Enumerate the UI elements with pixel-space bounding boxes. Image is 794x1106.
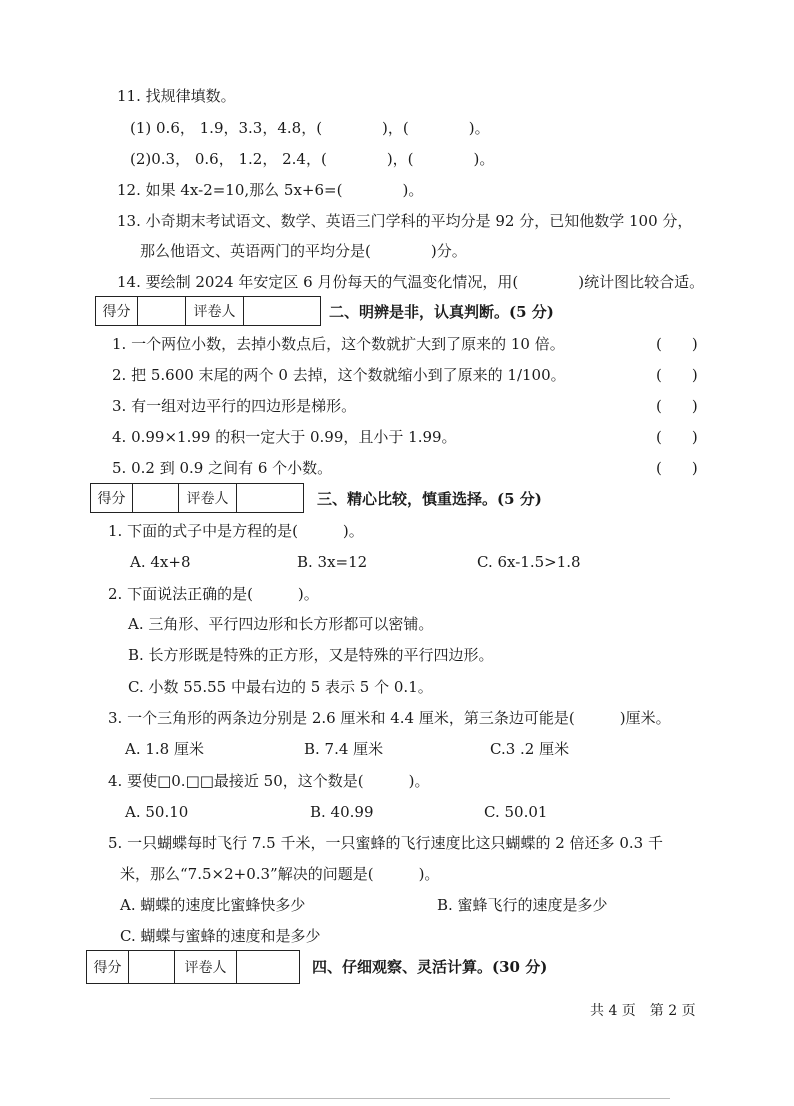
choice-q2-stem: 2. 下面说法正确的是( )。	[108, 585, 319, 603]
grader-label: 评卷人	[175, 951, 237, 983]
choice-q5-b: B. 蜜蜂飞行的速度是多少	[437, 896, 608, 914]
choice-q3-a: A. 1.8 厘米	[125, 740, 204, 758]
score-label: 得分	[87, 951, 129, 983]
score-box-section2	[95, 296, 321, 326]
judge-item-4: 4. 0.99×1.99 的积一定大于 0.99，且小于 1.99。	[112, 428, 457, 446]
q12: 12. 如果 4x-2=10,那么 5x+6=( )。	[117, 181, 424, 199]
choice-q1-b: B. 3x=12	[297, 553, 368, 571]
score-box-section3	[90, 483, 304, 513]
q13-line1: 13. 小奇期末考试语文、数学、英语三门学科的平均分是 92 分，已知他数学 100 分，	[117, 212, 693, 230]
judge-answer-5: ( )	[656, 459, 698, 477]
judge-answer-3: ( )	[656, 397, 698, 415]
score-label: 得分	[91, 484, 133, 512]
choice-q1-c: C. 6x-1.5>1.8	[477, 553, 581, 571]
judge-item-5: 5. 0.2 到 0.9 之间有 6 个小数。	[112, 459, 333, 477]
q11-sub2: (2)0.3， 0.6， 1.2， 2.4，( )，( )。	[130, 150, 495, 168]
choice-q4-b: B. 40.99	[310, 803, 374, 821]
grader-label: 评卷人	[179, 484, 237, 512]
judge-item-3: 3. 有一组对边平行的四边形是梯形。	[112, 397, 357, 415]
bottom-scan-edge	[150, 1098, 670, 1099]
choice-q4-a: A. 50.10	[125, 803, 189, 821]
choice-q5-c: C. 蝴蝶与蜜蜂的速度和是多少	[120, 927, 321, 945]
choice-q4-stem: 4. 要使□0.□□最接近 50，这个数是( )。	[108, 772, 430, 790]
judge-answer-1: ( )	[656, 335, 698, 353]
choice-q2-b: B. 长方形既是特殊的正方形，又是特殊的平行四边形。	[128, 646, 494, 664]
choice-q3-b: B. 7.4 厘米	[304, 740, 384, 758]
grader-blank	[237, 484, 303, 512]
q13-line2: 那么他语文、英语两门的平均分是( )分。	[140, 242, 467, 260]
choice-q1-a: A. 4x+8	[130, 553, 191, 571]
score-box-section4	[86, 950, 300, 984]
judge-answer-4: ( )	[656, 428, 698, 446]
choice-q3-stem: 3. 一个三角形的两条边分别是 2.6 厘米和 4.4 厘米，第三条边可能是( )厘米。	[108, 709, 671, 727]
score-blank	[133, 484, 179, 512]
choice-q4-c: C. 50.01	[484, 803, 548, 821]
grader-blank	[244, 297, 320, 325]
section3-title: 三、精心比较，慎重选择。(5 分)	[317, 490, 542, 508]
score-blank	[138, 297, 186, 325]
q14: 14. 要绘制 2024 年安定区 6 月份每天的气温变化情况，用( )统计图比较合适。	[117, 273, 705, 291]
score-blank	[129, 951, 175, 983]
grader-blank	[237, 951, 299, 983]
grader-label: 评卷人	[186, 297, 244, 325]
choice-q2-c: C. 小数 55.55 中最右边的 5 表示 5 个 0.1。	[128, 678, 433, 696]
choice-q2-a: A. 三角形、平行四边形和长方形都可以密铺。	[128, 615, 434, 633]
judge-answer-2: ( )	[656, 366, 698, 384]
score-label: 得分	[96, 297, 138, 325]
q11-stem: 11. 找规律填数。	[117, 87, 236, 105]
choice-q5-line1: 5. 一只蝴蝶每时飞行 7.5 千米，一只蜜蜂的飞行速度比这只蝴蝶的 2 倍还多 0.3 千	[108, 834, 663, 852]
choice-q1-stem: 1. 下面的式子中是方程的是( )。	[108, 522, 364, 540]
judge-item-1: 1. 一个两位小数，去掉小数点后，这个数就扩大到了原来的 10 倍。	[112, 335, 565, 353]
section2-title: 二、明辨是非，认真判断。(5 分)	[329, 303, 554, 321]
q11-sub1: (1) 0.6， 1.9，3.3，4.8，( )，( )。	[130, 119, 490, 137]
judge-item-2: 2. 把 5.600 末尾的两个 0 去掉，这个数就缩小到了原来的 1/100。	[112, 366, 566, 384]
choice-q5-a: A. 蝴蝶的速度比蜜蜂快多少	[120, 896, 306, 914]
page-info: 共 4 页 第 2 页	[590, 1003, 696, 1019]
section4-title: 四、仔细观察、灵活计算。(30 分)	[312, 958, 548, 976]
choice-q5-line2: 米，那么“7.5×2+0.3”解决的问题是( )。	[120, 865, 440, 883]
choice-q3-c: C.3 .2 厘米	[490, 740, 570, 758]
